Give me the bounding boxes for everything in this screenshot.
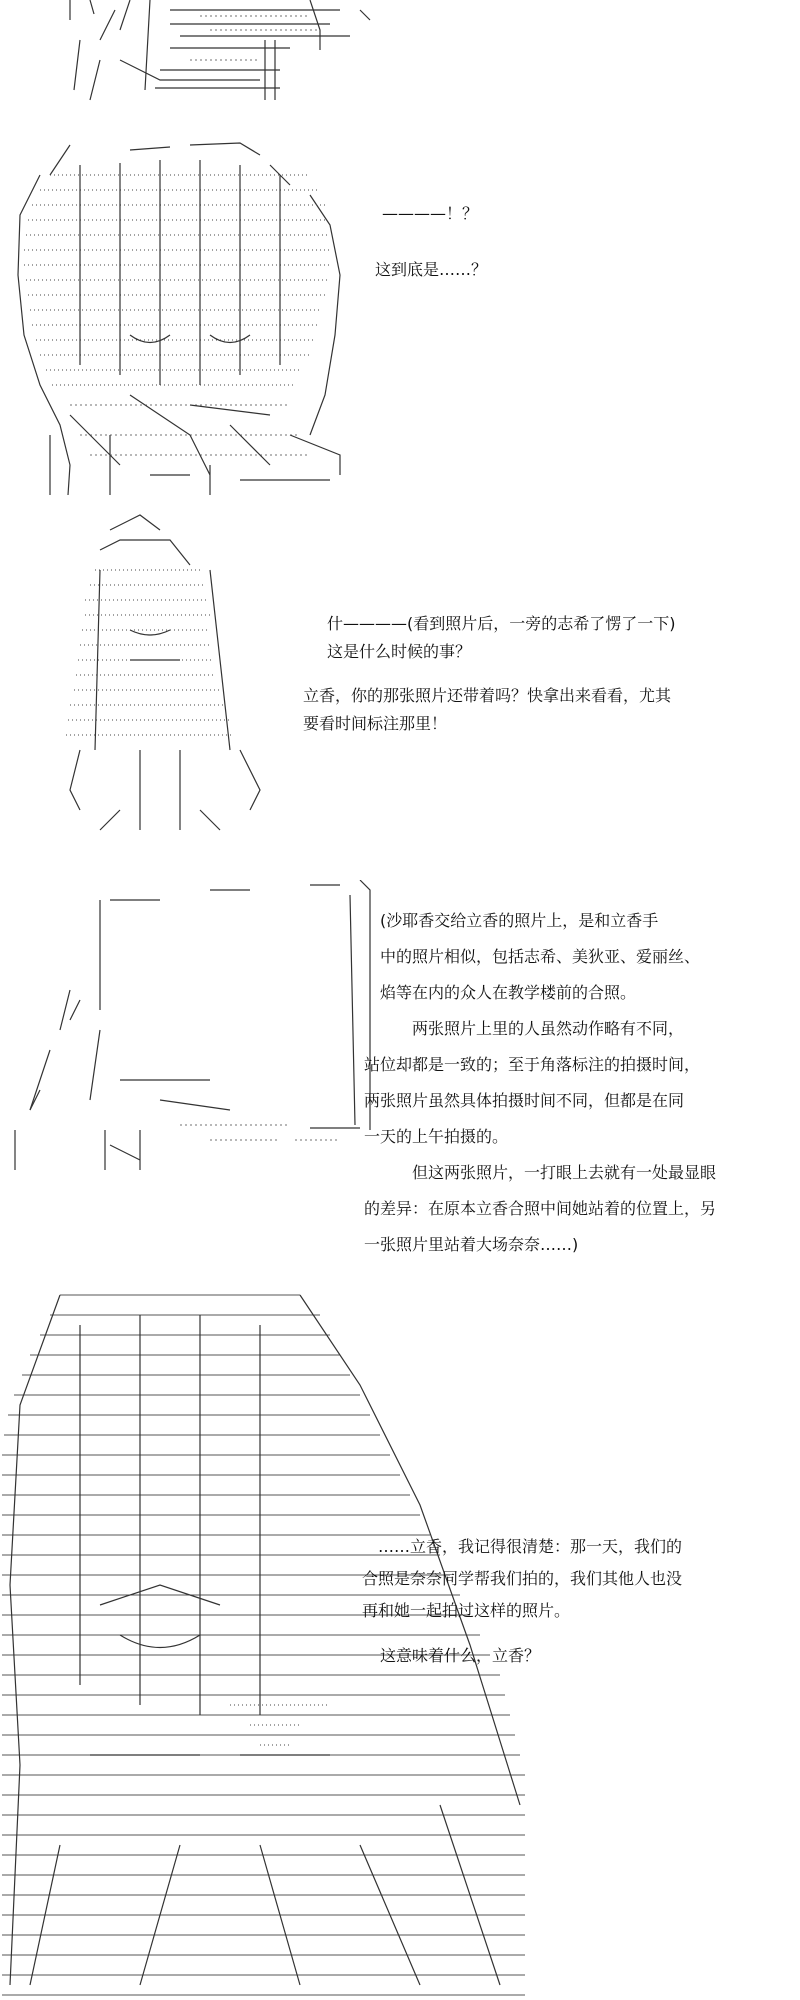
dialogue-line: 这到底是……？ — [375, 260, 488, 279]
ascii-art-portrait-1 — [10, 135, 360, 500]
ascii-art-photo-scene — [10, 880, 380, 1170]
narration-line: 但这两张照片，一打眼上去就有一处最显眼 — [412, 1163, 717, 1182]
dialogue-line: ……立香，我记得很清楚：那一天，我们的 — [378, 1537, 683, 1556]
dialogue-line: ————！？ — [382, 204, 479, 223]
narration-line: (沙耶香交给立香的照片上，是和立香手 — [380, 911, 659, 930]
dialogue-line: 这意味着什么，立香？ — [380, 1646, 541, 1665]
dialogue-line: 合照是奈奈同学帮我们拍的，我们其他人也没 — [362, 1569, 683, 1588]
narration-line: 中的照片相似，包括志希、美狄亚、爱丽丝、 — [380, 947, 701, 966]
narration-line: 站位却都是一致的；至于角落标注的拍摄时间， — [364, 1055, 701, 1074]
dialogue-line: 什————(看到照片后，一旁的志希了愣了一下) — [327, 614, 676, 633]
narration-line: 的差异：在原本立香合照中间她站着的位置上，另 — [364, 1199, 717, 1218]
dialogue-line: 这是什么时候的事？ — [327, 642, 472, 661]
narration-line: 焰等在内的众人在教学楼前的合照。 — [380, 983, 637, 1002]
narration-line: 两张照片上里的人虽然动作略有不同， — [412, 1019, 685, 1038]
narration-line: 一张照片里站着大场奈奈……) — [364, 1235, 579, 1254]
narration-line: 一天的上午拍摄的。 — [364, 1127, 509, 1146]
dialogue-line: 立香，你的那张照片还带着吗？快拿出来看看，尤其 — [303, 686, 672, 705]
ascii-art-top — [60, 0, 390, 120]
ascii-art-figure-hat — [40, 510, 280, 840]
dialogue-line: 再和她一起拍过这样的照片。 — [362, 1601, 571, 1620]
dialogue-line: 要看时间标注那里！ — [303, 714, 448, 733]
narration-line: 两张照片虽然具体拍摄时间不同，但都是在同 — [364, 1091, 685, 1110]
